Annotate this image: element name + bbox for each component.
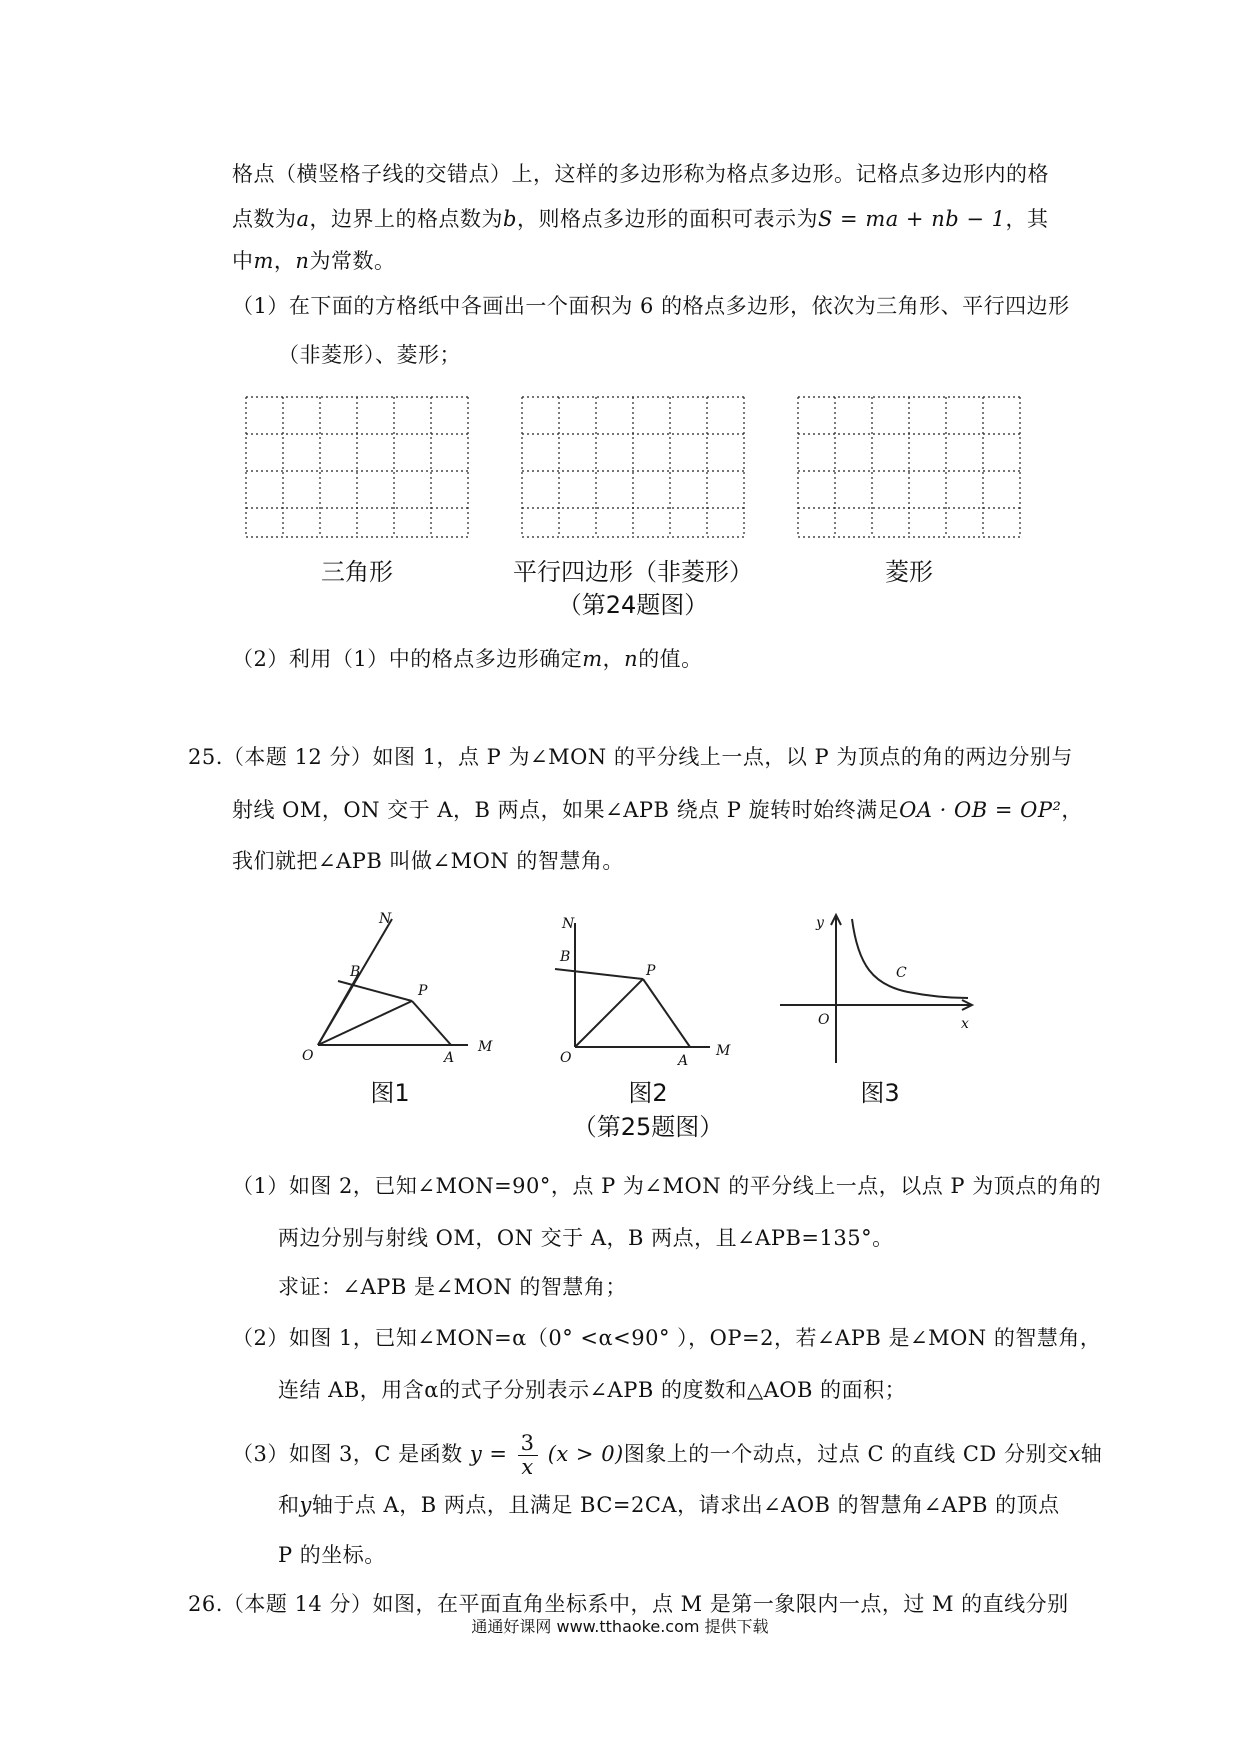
label-y: y (816, 915, 824, 931)
text-fragment: （3）如图 3，C 是函数 (232, 1442, 463, 1467)
label-p: P (418, 983, 428, 999)
figure-2 (550, 905, 740, 1065)
figure-3-caption: 图3 (860, 1079, 900, 1107)
figure-1-caption: 图1 (370, 1079, 410, 1107)
function-domain: (x > 0) (547, 1442, 624, 1467)
text-fragment: 点数为 (232, 207, 297, 231)
q25-part2-line2: 连结 AB，用含α的式子分别表示∠APB 的度数和△AOB 的面积； (278, 1378, 907, 1402)
figure-1 (298, 905, 508, 1065)
text-fragment: 轴 (1080, 1442, 1103, 1467)
text-fragment: 和 (278, 1493, 300, 1517)
q24-part1-line2: （非菱形）、菱形； (278, 343, 461, 367)
wisdom-angle-formula: OA · OB = OP² (899, 798, 1062, 822)
text-fragment: ，边界上的格点数为 (309, 207, 504, 231)
label-o: O (818, 1012, 830, 1028)
intro-line-3 (232, 245, 395, 275)
grid-caption-triangle: 三角形 (321, 558, 393, 586)
q25-part1-line3: 求证：∠APB 是∠MON 的智慧角； (278, 1275, 627, 1299)
grid-paper-rhombus (794, 393, 1024, 541)
q26-line1: 26.（本题 14 分）如图，在平面直角坐标系中，点 M 是第一象限内一点，过 M 的直线分别 (188, 1592, 1069, 1616)
var-m: m (253, 249, 274, 273)
text-fragment: 的值。 (638, 647, 703, 671)
var-y: y (299, 1493, 312, 1517)
var-n: n (295, 249, 310, 273)
q25-line3: 我们就把∠APB 叫做∠MON 的智慧角。 (232, 849, 624, 873)
text-fragment: 为常数。 (309, 249, 396, 273)
intro-line-1: 格点（横竖格子线的交错点）上，这样的多边形称为格点多边形。记格点多边形内的格 (232, 162, 1049, 186)
text-fragment: 图象上的一个动点，过点 C 的直线 CD 分别交 (623, 1442, 1069, 1467)
label-b: B (350, 964, 361, 980)
label-p: P (646, 963, 656, 979)
q25-line2 (232, 794, 1083, 824)
label-b: B (560, 949, 571, 965)
text-fragment: 中 (232, 249, 254, 273)
text-fragment: ， (273, 249, 296, 273)
q25-figure-caption: （第25题图） (572, 1113, 724, 1141)
text-fragment: ， (602, 647, 625, 671)
fraction-denominator: x (521, 1455, 534, 1480)
text-fragment: ，则格点多边形的面积可表示为 (516, 207, 818, 231)
function-lhs: y = (469, 1442, 508, 1467)
text-fragment: ， (1061, 798, 1083, 822)
label-m: M (478, 1039, 493, 1055)
q24-part2 (232, 643, 703, 673)
fraction-numerator: 3 (518, 1432, 538, 1456)
text-fragment: （2）利用（1）中的格点多边形确定 (232, 647, 583, 671)
label-c: C (896, 965, 907, 981)
label-n: N (562, 916, 575, 932)
area-formula: S = ma + nb − 1 (817, 207, 1006, 231)
var-m: m (582, 647, 603, 671)
fraction (518, 1432, 538, 1479)
label-o: O (560, 1050, 572, 1065)
text-fragment: 轴于点 A，B 两点，且满足 BC=2CA，请求出∠AOB 的智慧角∠APB 的顶点 (311, 1493, 1060, 1517)
q25-part3-line3: P 的坐标。 (278, 1543, 386, 1567)
var-x: x (1068, 1442, 1081, 1467)
label-a: A (678, 1053, 689, 1065)
q25-part2-line1: （2）如图 1，已知∠MON=α（0° <α<90° ），OP=2，若∠APB 是∠MON 的智慧角， (232, 1326, 1102, 1350)
label-n: N (379, 911, 392, 927)
q25-part3-line2 (278, 1489, 1060, 1519)
var-b: b (503, 207, 517, 231)
q25-part1-line2: 两边分别与射线 OM，ON 交于 A，B 两点，且∠APB=135°。 (278, 1226, 894, 1250)
text-fragment: ，其 (1005, 207, 1049, 231)
label-m: M (716, 1043, 731, 1059)
figure-3 (768, 905, 988, 1075)
q24-part1-line1: （1）在下面的方格纸中各画出一个面积为 6 的格点多边形，依次为三角形、平行四边形 (232, 294, 1070, 318)
intro-line-2 (232, 203, 1048, 233)
grid-paper-triangle (242, 393, 472, 541)
var-a: a (296, 207, 310, 231)
figure-2-caption: 图2 (628, 1079, 668, 1107)
grid-caption-rhombus: 菱形 (885, 558, 933, 586)
text-fragment: 射线 OM，ON 交于 A，B 两点，如果∠APB 绕点 P 旋转时始终满足 (232, 798, 900, 822)
q25-part1-line1: （1）如图 2，已知∠MON=90°，点 P 为∠MON 的平分线上一点，以点 P 为顶点的角的 (232, 1174, 1102, 1198)
q25-part3-line1 (232, 1432, 1102, 1479)
grid-paper-parallelogram (518, 393, 748, 541)
q24-figure-caption: （第24题图） (557, 591, 709, 619)
label-x: x (961, 1016, 969, 1032)
q25-line1: 25.（本题 12 分）如图 1，点 P 为∠MON 的平分线上一点，以 P 为顶点的角的两边分别与 (188, 745, 1073, 769)
var-n: n (624, 647, 639, 671)
label-o: O (302, 1048, 314, 1064)
page-footer: 通通好课网 www.tthaoke.com 提供下载 (471, 1617, 769, 1636)
grid-caption-parallelogram: 平行四边形（非菱形） (513, 558, 753, 586)
label-a: A (444, 1050, 455, 1065)
